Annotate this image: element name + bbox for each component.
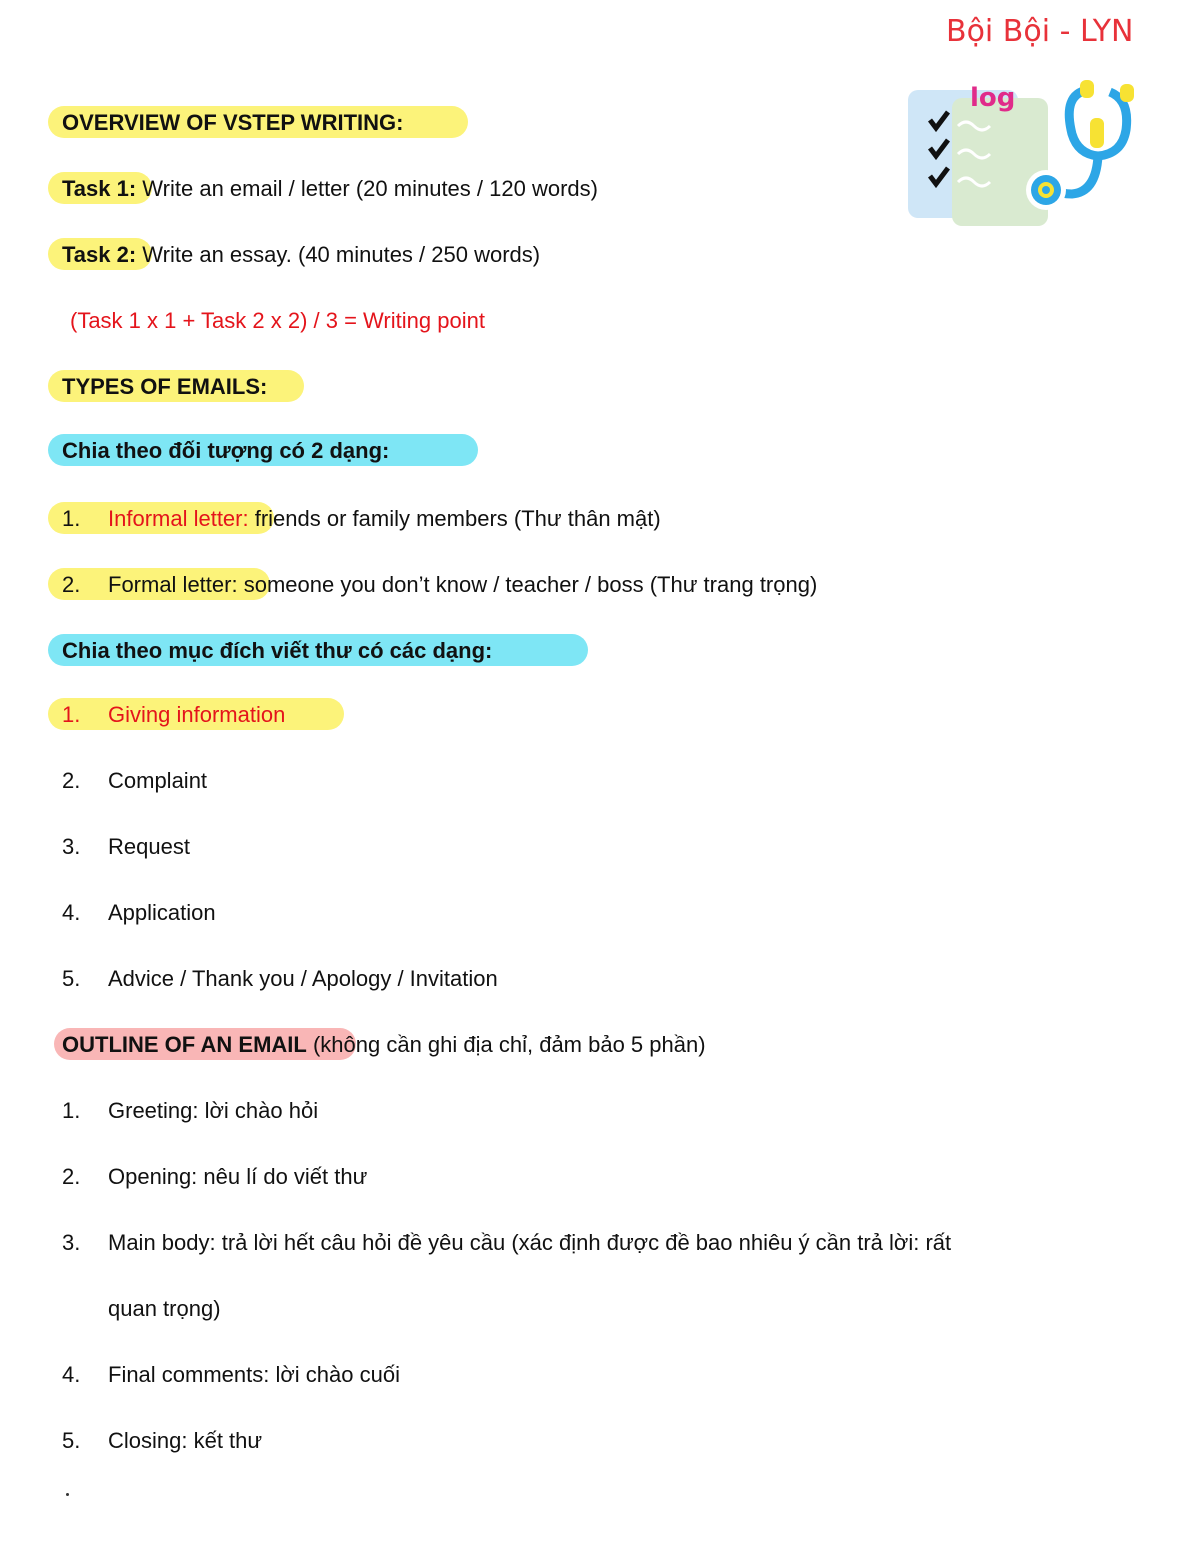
list-item-continuation: quan trọng) [108,1296,221,1321]
list-item: 1. Giving information [62,702,286,727]
types-heading: TYPES OF EMAILS: [62,374,268,399]
list-item: 3. Main body: trả lời hết câu hỏi đề yêu cầu (xác định được đề bao nhiêu ý cần trả lời: rất [62,1230,952,1255]
outline-heading: OUTLINE OF AN EMAIL [62,1032,307,1057]
list-item: 2. Formal letter: someone you don’t know / teacher / boss (Thư trang trọng) [62,572,818,597]
task2-label: Task 2: [62,242,137,267]
formal-term: Formal letter: [108,572,238,597]
clipart-label: log [970,83,1016,113]
list-item: 3. Request [62,834,190,859]
writing-formula: (Task 1 x 1 + Task 2 x 2) / 3 = Writing point [70,308,485,333]
task1-line [62,174,598,204]
by-audience-heading: Chia theo đối tượng có 2 dạng: [62,438,390,463]
overview-heading: OVERVIEW OF VSTEP WRITING: [62,110,404,135]
task2-text: Write an essay. (40 minutes / 250 words) [136,242,541,267]
bullet-dot [66,1493,69,1496]
brand-title: Bội Bội - LYN [946,14,1134,49]
task1-text: Write an email / letter (20 minutes / 120 words) [136,176,598,201]
list-item: 5. Advice / Thank you / Apology / Invitation [62,966,498,991]
informal-term: Informal letter: [108,506,249,531]
list-item: 5. Closing: kết thư [62,1428,263,1453]
list-item: 2. Complaint [62,768,208,793]
task2-line [62,240,540,270]
list-item: 4. Final comments: lời chào cuối [62,1362,400,1387]
outline-line [62,1030,706,1060]
task1-label: Task 1: [62,176,137,201]
list-item: 1. Greeting: lời chào hỏi [62,1098,319,1123]
outline-note: (không cần ghi địa chỉ, đảm bảo 5 phần) [306,1032,706,1057]
by-purpose-heading: Chia theo mục đích viết thư có các dạng: [62,638,493,663]
list-item: 2. Opening: nêu lí do viết thư [62,1164,368,1189]
list-item: 4. Application [62,900,216,925]
checklist-stethoscope-icon [900,62,1150,232]
list-item: 1. Informal letter: friends or family members (Thư thân mật) [62,506,661,531]
